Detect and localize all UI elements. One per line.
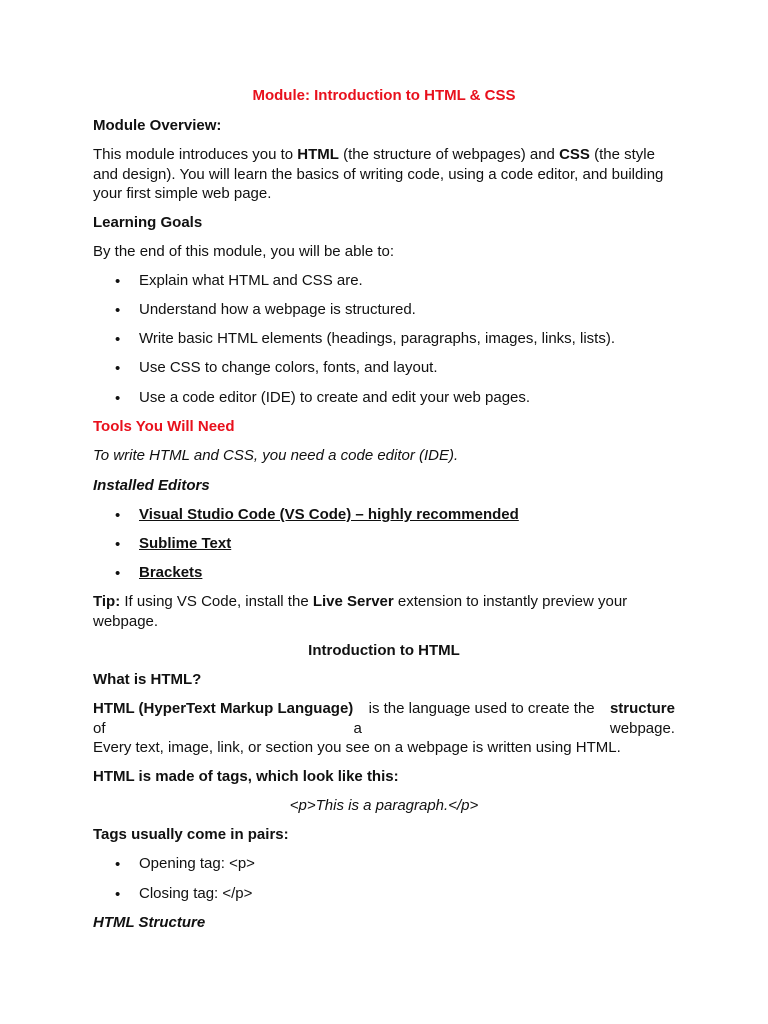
tip-label: Tip: (93, 593, 121, 610)
live-server-term: Live Server (312, 593, 394, 610)
css-term: CSS (559, 146, 590, 163)
list-item: Opening tag: <p> (139, 855, 255, 872)
tools-heading: Tools You Will Need (93, 418, 235, 435)
tags-heading: HTML is made of tags, which look like this: (93, 768, 399, 785)
tip-line-1: Tip: If using VS Code, install the Live Server extension to instantly preview your (93, 593, 628, 610)
definition-line-2: of a webpage. (93, 719, 675, 737)
overview-line-3: your first simple web page. (93, 185, 272, 202)
pairs-heading: Tags usually come in pairs: (93, 826, 289, 843)
bullet-icon: • (115, 302, 121, 319)
editor-link-brackets[interactable]: Brackets (139, 564, 203, 581)
list-item: Explain what HTML and CSS are. (139, 272, 363, 289)
bullet-icon: • (115, 565, 121, 582)
bullet-icon: • (115, 273, 121, 290)
tip-paragraph (93, 592, 675, 631)
list-item: Closing tag: </p> (139, 885, 253, 902)
list-item: Understand how a webpage is structured. (139, 301, 416, 318)
list-item: Use CSS to change colors, fonts, and layout. (139, 359, 438, 376)
html-term: HTML (297, 146, 339, 163)
bullet-icon: • (115, 536, 121, 553)
list-item: Use a code editor (IDE) to create and edit your web pages. (139, 389, 531, 406)
overview-line-1: This module introduces you to HTML (the structure of webpages) and CSS (the style (93, 146, 655, 163)
overview-heading: Module Overview: (93, 117, 222, 134)
overview-line-2: and design). You will learn the basics of writing code, using a code editor, and building (93, 165, 664, 183)
installed-editors-heading: Installed Editors (93, 477, 210, 494)
bullet-icon: • (115, 886, 121, 903)
code-example: <p>This is a paragraph.</p> (289, 797, 479, 814)
bullet-icon: • (115, 507, 121, 524)
overview-paragraph (93, 145, 675, 204)
html-structure-heading: HTML Structure (93, 914, 206, 931)
list-item: Write basic HTML elements (headings, paragraphs, images, links, lists). (139, 330, 616, 347)
bullet-icon: • (115, 360, 121, 377)
bullet-icon: • (115, 390, 121, 407)
editor-link-vscode[interactable]: Visual Studio Code (VS Code) – highly recommended (139, 506, 519, 523)
tools-intro: To write HTML and CSS, you need a code editor (IDE). (93, 447, 459, 464)
editor-link-sublime[interactable]: Sublime Text (139, 535, 232, 552)
definition-line-1: HTML (HyperText Markup Language) is the language used to create the structure (93, 700, 675, 717)
what-is-html-heading: What is HTML? (93, 671, 202, 688)
html-definition (93, 699, 675, 758)
module-title: Module: Introduction to HTML & CSS (252, 87, 516, 104)
intro-html-heading: Introduction to HTML (308, 642, 460, 659)
tip-line-2: webpage. (93, 612, 159, 630)
definition-line-3: Every text, image, link, or section you see on a webpage is written using HTML. (93, 739, 621, 756)
learning-goals-intro: By the end of this module, you will be able to: (93, 243, 395, 260)
bullet-icon: • (115, 856, 121, 873)
bullet-icon: • (115, 331, 121, 348)
learning-goals-heading: Learning Goals (93, 214, 203, 231)
